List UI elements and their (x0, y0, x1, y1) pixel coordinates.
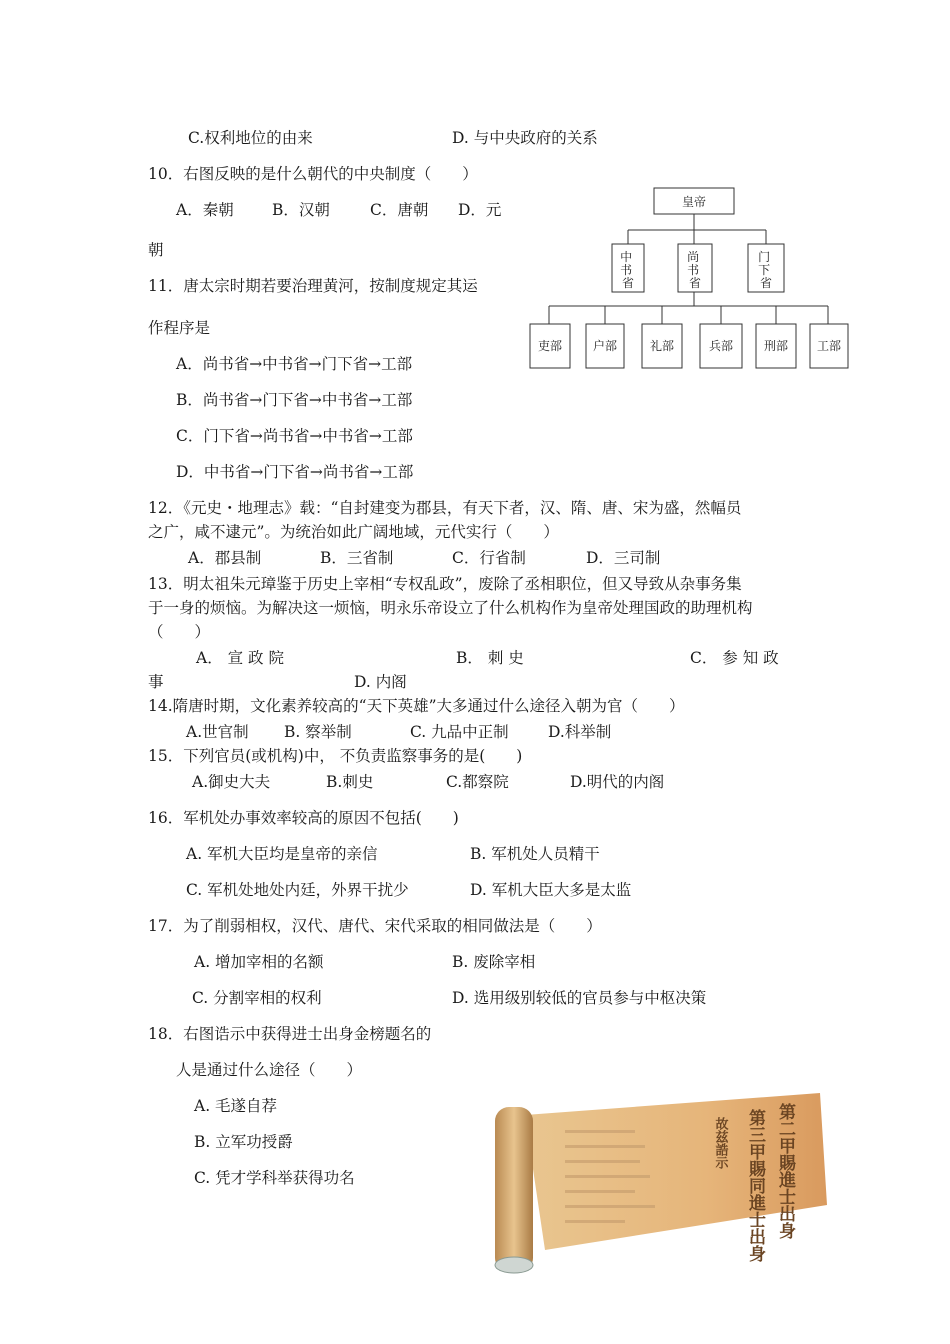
q11-option-d: D．中书省→门下省→尚书省→工部 (176, 463, 414, 481)
q17-option-a: A. 增加宰相的名额 (194, 953, 324, 971)
q10-option-b: B．汉朝 (272, 201, 330, 219)
q13-option-b: B． 刺 史 (456, 649, 524, 667)
q12-option-b: B．三省制 (320, 549, 394, 567)
q15-option-c: C.都察院 (446, 773, 509, 791)
q11-option-a: A．尚书省→中书省→门下省→工部 (176, 355, 413, 373)
q17-option-c: C. 分割宰相的权利 (192, 989, 322, 1007)
edict-line-1: 第二甲賜進士出身 (775, 1103, 795, 1239)
q14-option-b: B. 察举制 (284, 723, 352, 741)
q10-option-a: A．秦朝 (176, 201, 234, 219)
q9-option-c: C.权利地位的由来 (188, 129, 313, 147)
q18-option-a: A. 毛遂自荐 (194, 1097, 278, 1115)
q16-option-d: D. 军机大臣大多是太监 (470, 881, 632, 899)
chart-hubu: 户部 (592, 339, 618, 353)
q13-stem-line3: （ ） (148, 623, 211, 641)
q12-option-c: C．行省制 (452, 549, 526, 567)
q13-option-a: A． 宣 政 院 (196, 649, 284, 667)
q18-stem-line1: 18．右图诰示中获得进士出身金榜题名的 (148, 1025, 432, 1043)
q12-option-a: A．郡县制 (188, 549, 262, 567)
chart-emperor: 皇帝 (681, 195, 707, 209)
q10-option-c: C．唐朝 (370, 201, 429, 219)
q15-option-b: B.刺史 (326, 773, 374, 791)
q17-stem: 17．为了削弱相权，汉代、唐代、宋代采取的相同做法是（ ） (148, 917, 602, 935)
q15-option-d: D.明代的内阁 (570, 773, 665, 791)
chart-bingbu: 兵部 (708, 339, 734, 353)
q9-option-d: D. 与中央政府的关系 (452, 129, 598, 147)
q12-stem-line1: 12．《元史・地理志》载：“自封建变为郡县，有天下者，汉、隋、唐、宋为盛，然幅员 (148, 499, 742, 517)
edict-line-3: 故兹誥示 (712, 1117, 728, 1169)
q14-option-d: D.科举制 (548, 723, 612, 741)
q15-stem: 15．下列官员(或机构)中， 不负责监察事务的是( ) (148, 747, 523, 765)
q13-stem-line1: 13．明太祖朱元璋鉴于历史上宰相“专权乱政”，废除了丞相职位，但又导致从杂事务集 (148, 575, 742, 593)
q11-stem-line2: 作程序是 (148, 319, 211, 337)
q12-option-d: D．三司制 (586, 549, 661, 567)
q10-option-d: D．元 (458, 201, 502, 219)
chart-shangshu: 尚 书 省 (687, 250, 702, 290)
chart-libu-personnel: 吏部 (537, 339, 563, 353)
q11-option-b: B．尚书省→门下省→中书省→工部 (176, 391, 413, 409)
q13-option-d: D. 内阁 (354, 673, 407, 691)
q11-option-c: C．门下省→尚书省→中书省→工部 (176, 427, 413, 445)
q10-wrap: 朝 (148, 241, 164, 259)
chart-zhongshu: 中 书 省 (620, 250, 635, 290)
three-departments-six-ministries-chart (528, 186, 858, 376)
q12-stem-line2: 之广，咸不逮元”。为统治如此广阔地域，元代实行（ ） (148, 523, 559, 541)
imperial-edict-scroll-image (485, 1085, 830, 1280)
q16-option-a: A. 军机大臣均是皇帝的亲信 (186, 845, 378, 863)
q13-option-c: C． 参 知 政 (690, 649, 779, 667)
q13-stem-line2: 于一身的烦恼。为解决这一烦恼，明永乐帝设立了什么机构作为皇帝处理国政的助理机构 (148, 599, 753, 617)
edict-line-2: 第三甲賜同進士出身 (745, 1109, 765, 1262)
q11-stem-line1: 11．唐太宗时期若要治理黄河，按制度规定其运 (148, 277, 478, 295)
q15-option-a: A.御史大夫 (192, 773, 271, 791)
chart-menxia: 门 下 省 (758, 250, 773, 290)
q13-wrap: 事 (148, 673, 164, 691)
q18-option-c: C. 凭才学科举获得功名 (194, 1169, 355, 1187)
q16-option-b: B. 军机处人员精干 (470, 845, 600, 863)
q17-option-b: B. 废除宰相 (452, 953, 536, 971)
q18-option-b: B. 立军功授爵 (194, 1133, 293, 1151)
chart-libu-rites: 礼部 (649, 339, 675, 353)
q14-stem: 14.隋唐时期，文化素养较高的“天下英雄”大多通过什么途径入朝为官（ ） (148, 697, 685, 715)
chart-xingbu: 刑部 (763, 339, 789, 353)
q16-stem: 16．军机处办事效率较高的原因不包括( ) (148, 809, 459, 827)
q10-stem: 10．右图反映的是什么朝代的中央制度（ ） (148, 165, 478, 183)
chart-gongbu: 工部 (816, 339, 842, 353)
q14-option-a: A.世官制 (186, 723, 249, 741)
q17-option-d: D. 选用级别较低的官员参与中枢决策 (452, 989, 707, 1007)
q18-stem-line2: 人是通过什么途径（ ） (176, 1061, 363, 1079)
q14-option-c: C. 九品中正制 (410, 723, 509, 741)
q16-option-c: C. 军机处地处内廷，外界干扰少 (186, 881, 409, 899)
